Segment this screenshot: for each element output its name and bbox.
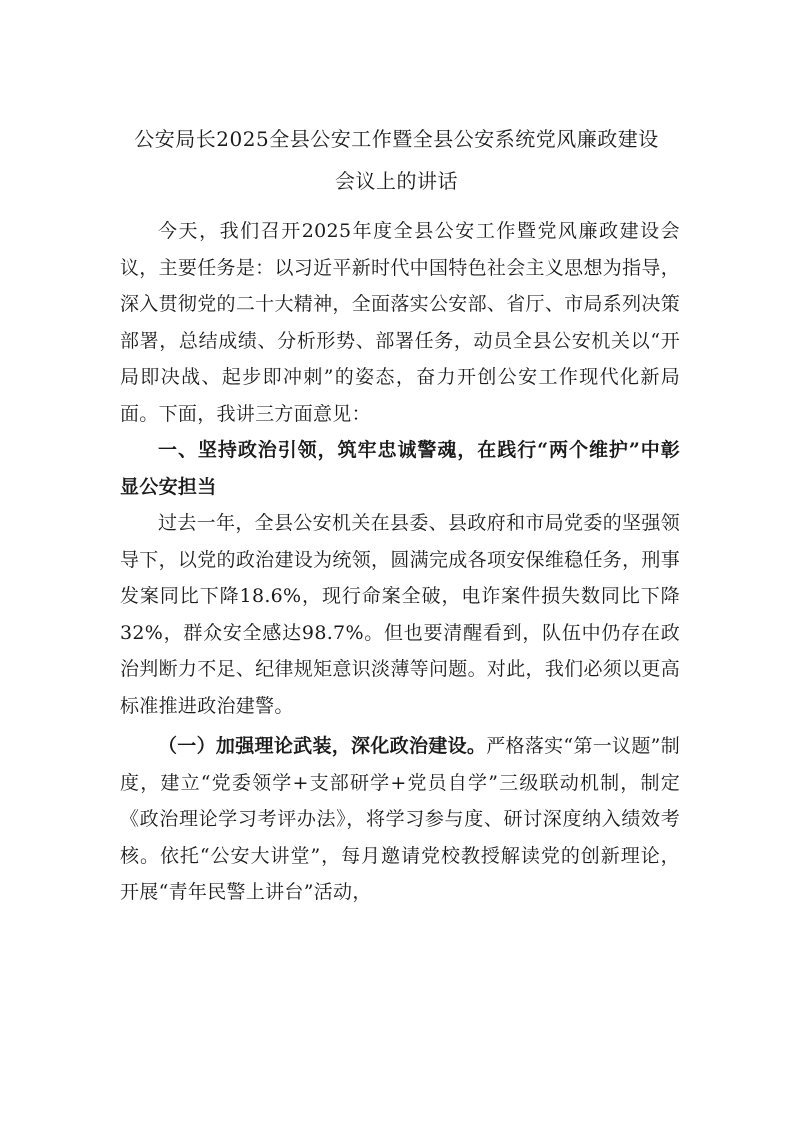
subsection-1-heading: （一）加强理论武装，深化政治建设。 bbox=[158, 735, 487, 757]
intro-paragraph: 今天，我们召开2025年度全县公安工作暨党风廉政建设会议，主要任务是：以习近平新时代中国特色社会主义思想为指导，深入贯彻党的二十大精神，全面落实公安部、省厅、市局系列决策部署，总结成绩、分析形势、部署任务，动员全县公安机关以“开局即决战、起步即冲刺”的姿态，奋力开创公安工作现代化新局面。下面，我讲三方面意见： bbox=[120, 220, 680, 425]
subsection-1-paragraph bbox=[120, 728, 680, 911]
document-body bbox=[120, 213, 680, 911]
section-1-paragraph: 过去一年，全县公安机关在县委、县政府和市局党委的坚强领导下，以党的政治建设为统领，圆满完成各项安保维稳任务，刑事发案同比下降18.6%，现行命案全破，电诈案件损失数同比下降32%，群众安全感达98.7%。但也要清醒看到，队伍中仍存在政治判断力不足、纪律规矩意识淡薄等问题。对此，我们必须以更高标准推进政治建警。 bbox=[120, 512, 680, 717]
document-title bbox=[110, 118, 683, 202]
title-line-1: 公安局长2025全县公安工作暨全县公安系统党风廉政建设 bbox=[134, 127, 659, 151]
title-line-2: 会议上的讲话 bbox=[335, 169, 458, 193]
subsection-1-text: 严格落实“第一议题”制度，建立“党委领学+支部研学+党员自学”三级联动机制，制定《政治理论学习考评办法》，将学习参与度、研讨深度纳入绩效考核。依托“公安大讲堂”，每月邀请党校教授解读党的创新理论，开展“青年民警上讲台”活动， bbox=[120, 735, 680, 903]
section-1-heading: 一、坚持政治引领，筑牢忠诚警魂，在践行“两个维护”中彰显公安担当 bbox=[120, 439, 680, 498]
